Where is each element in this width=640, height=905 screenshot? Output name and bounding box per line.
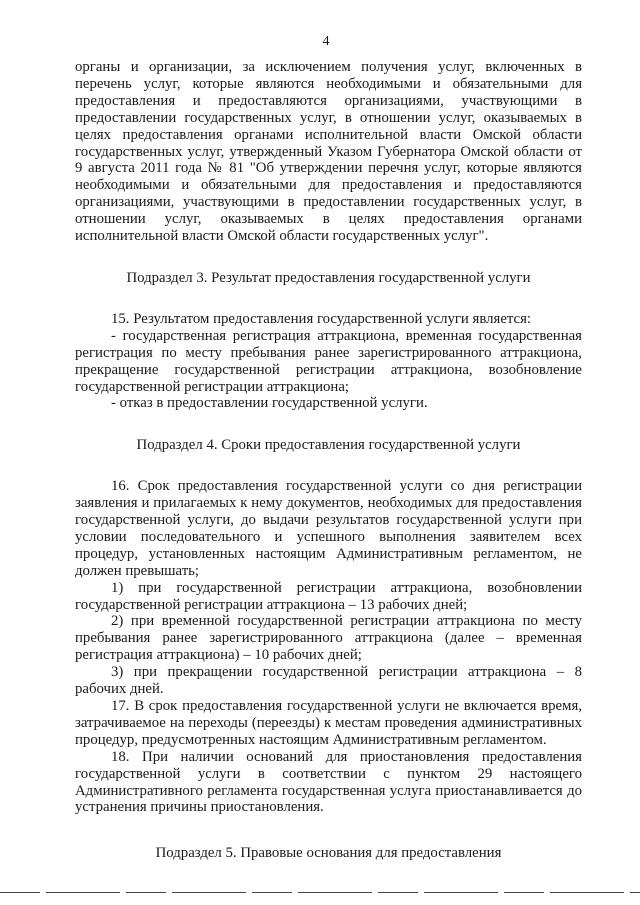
paragraph-15-item-a: - государственная регистрация аттракциона, временная государственная регистрация по месту пребывания ранее зарегистрированного аттракциона, прекращение государственной регистрации аттракциона, возобновление государственной регистрации аттракциона;	[75, 327, 582, 395]
paragraph-15-item-b: - отказ в предоставлении государственной услуги.	[111, 395, 428, 412]
paragraph-15: 15. Результатом предоставления государственной услуги является:	[111, 310, 532, 327]
heading-subsection-5: Подраздел 5. Правовые основания для предоставления	[155, 845, 502, 862]
paragraph-intro: органы и организации, за исключением получения услуг, включенных в перечень услуг, которые являются необходимыми и обязательными для предоставления и предоставляются организациями, участвующими в предоставлении государственных услуг, в отношении услуг, оказываемых в целях предоставления органами исполнительной власти Омской области государственных услуг, утвержденный Указом Губернатора Омской области от 9 августа 2011 года № 81 "Об утверждении перечня услуг, которые являются необходимыми и обязательными для предоставления и предоставляются организациями, участвующими в предоставлении государственных услуг, в отношении услуг, оказываемых в целях предоставления органами исполнительной власти Омской области государственных услуг".	[75, 59, 582, 245]
paragraph-16-item-2: 2) при временной государственной регистрации аттракциона по месту пребывания ранее зарегистрированного аттракциона (далее – временная регистрация аттракциона) – 10 рабочих дней;	[75, 613, 582, 664]
page-number: 4	[322, 34, 330, 49]
document-body	[75, 59, 582, 862]
paragraph-17: 17. В срок предоставления государственной услуги не включается время, затрачиваемое на переходы (переезды) к местам проведения административных процедур, предусмотренных настоящим Административным регламентом.	[75, 698, 582, 748]
heading-subsection-3: Подраздел 3. Результат предоставления государственной услуги	[126, 269, 531, 286]
paragraph-16-item-1: 1) при государственной регистрации аттракциона, возобновлении государственной регистрации аттракциона – 13 рабочих дней;	[75, 579, 582, 613]
page-bottom-rule	[0, 892, 640, 893]
paragraph-16: 16. Срок предоставления государственной услуги со дня регистрации заявления и прилагаемых к нему документов, необходимых для предоставления государственной услуги, до выдачи результатов государственной услуги при условии последовательного и успешного выполнения заявителем всех процедур, установленных настоящим Административным регламентом, не должен превышать;	[75, 478, 582, 579]
paragraph-16-item-3: 3) при прекращении государственной регистрации аттракциона – 8 рабочих дней.	[75, 664, 582, 698]
heading-subsection-4: Подраздел 4. Сроки предоставления государственной услуги	[136, 437, 521, 454]
paragraph-18: 18. При наличии оснований для приостановления предоставления государственной услуги в соответствии с пунктом 29 настоящего Административного регламента государственная услуга приостанавливается до устранения причины приостановления.	[75, 748, 582, 816]
